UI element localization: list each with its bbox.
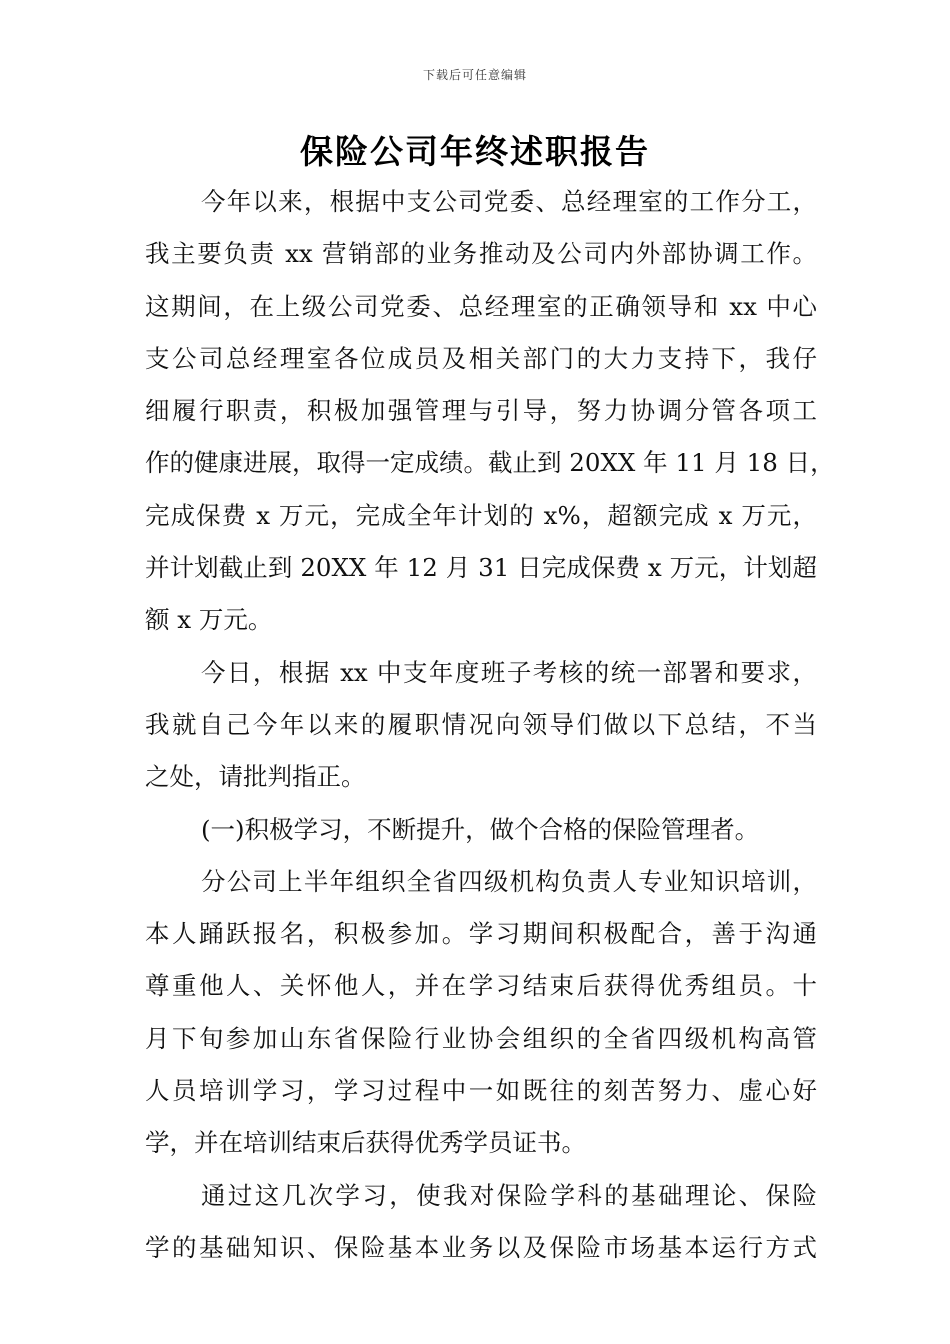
text-line: 本人踊跃报名，积极参加。学习期间积极配合，善于沟通 bbox=[145, 919, 817, 949]
text-line: 支公司总经理室各位成员及相关部门的大力支持下，我仔 bbox=[145, 343, 817, 373]
page-title: 保险公司年终述职报告 bbox=[300, 132, 650, 171]
text-line: 完成保费 x 万元，完成全年计划的 x%，超额完成 x 万元， bbox=[145, 500, 817, 530]
text-line: 作的健康进展，取得一定成绩。截止到 20XX 年 11 月 18 日， bbox=[145, 448, 835, 478]
text-line: 学的基础知识、保险基本业务以及保险市场基本运行方式 bbox=[145, 1232, 817, 1262]
text-line: 之处，请批判指正。 bbox=[145, 762, 366, 792]
text-line: 这期间，在上级公司党委、总经理室的正确领导和 xx 中心 bbox=[145, 291, 817, 321]
text-line: 今年以来，根据中支公司党委、总经理室的工作分工， bbox=[201, 187, 817, 216]
text-line: 我主要负责 xx 营销部的业务推动及公司内外部协调工作。 bbox=[145, 239, 817, 269]
text-line: 额 x 万元。 bbox=[145, 605, 273, 635]
text-line: 今日，根据 xx 中支年度班子考核的统一部署和要求， bbox=[201, 657, 817, 687]
text-line: 人员培训学习，学习过程中一如既往的刻苦努力、虚心好 bbox=[145, 1076, 817, 1106]
section-heading: (一)积极学习，不断提升，做个合格的保险管理者。 bbox=[201, 814, 760, 844]
text-line: 细履行职责，积极加强管理与引导，努力协调分管各项工 bbox=[145, 396, 817, 426]
text-line: 并计划截止到 20XX 年 12 月 31 日完成保费 x 万元，计划超 bbox=[145, 553, 817, 583]
text-line: 分公司上半年组织全省四级机构负责人专业知识培训， bbox=[201, 866, 817, 896]
text-line: 月下旬参加山东省保险行业协会组织的全省四级机构高管 bbox=[145, 1023, 817, 1053]
text-line: 我就自己今年以来的履职情况向领导们做以下总结，不当 bbox=[145, 709, 817, 739]
body-text bbox=[145, 176, 835, 1274]
text-line: 学，并在培训结束后获得优秀学员证书。 bbox=[145, 1128, 586, 1158]
text-line: 尊重他人、关怀他人，并在学习结束后获得优秀组员。十 bbox=[145, 971, 817, 1001]
header-note: 下载后可任意编辑 bbox=[422, 68, 527, 82]
text-line: 通过这几次学习，使我对保险学科的基础理论、保险 bbox=[201, 1180, 817, 1210]
